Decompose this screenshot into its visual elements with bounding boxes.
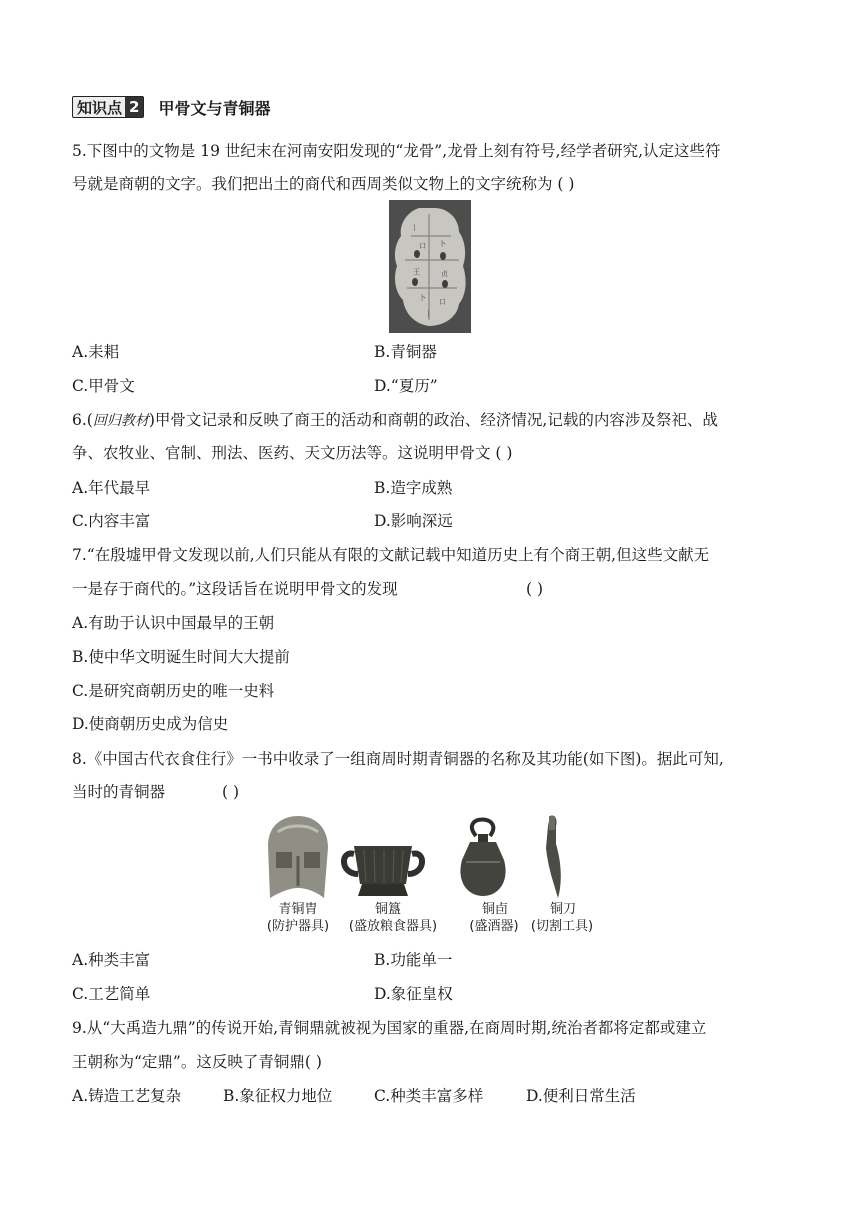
q7-option-d: D.使商朝历史成为信史 [72, 715, 229, 733]
knife-use: (切割工具) [530, 919, 594, 934]
q5-option-b: B.青铜器 [374, 343, 437, 361]
q6-prefix: 6.( [72, 411, 93, 429]
section-header [72, 96, 270, 118]
q9-option-b: B.象征权力地位 [223, 1087, 333, 1105]
q7-stem-line2: 一是存于商代的。”这段话旨在说明甲骨文的发现 [72, 580, 398, 598]
q5-stem-line1: 5.下图中的文物是 19 世纪末在河南安阳发现的“龙骨”,龙骨上刻有符号,经学者研究,认定这些符 [72, 142, 721, 160]
q9-option-d: D.便利日常生活 [526, 1087, 636, 1105]
section-title: 甲骨文与青铜器 [158, 98, 271, 118]
q6-stem-line2: 争、农牧业、官制、刑法、医药、天文历法等。这说明甲骨文 ( ) [72, 444, 513, 462]
you-use: (盛酒器) [469, 919, 519, 934]
badge-number: 2 [125, 97, 143, 117]
bronze-artifacts-image [262, 812, 582, 900]
q8-answer-paren: ( ) [222, 783, 240, 801]
q8-stem-line1: 8.《中国古代衣食住行》一书中收录了一组商周时期青铜器的名称及其功能(如下图)。据此可知, [72, 750, 724, 768]
svg-text:丨: 丨 [411, 224, 418, 232]
svg-text:丨: 丨 [425, 310, 432, 318]
q5-option-d: D.“夏历” [374, 377, 438, 395]
svg-text:口: 口 [439, 298, 446, 306]
oracle-bone-image [389, 200, 471, 333]
gui-use: (盛放粮食器具) [348, 919, 438, 934]
q9-option-a: A.铸造工艺复杂 [72, 1087, 182, 1105]
knife-figure [546, 815, 561, 898]
q9-option-c: C.种类丰富多样 [374, 1087, 484, 1105]
helmet-use: (防护器具) [266, 919, 330, 934]
q5-option-c: C.甲骨文 [72, 377, 135, 395]
gui-figure [344, 846, 422, 896]
svg-text:卜: 卜 [439, 240, 446, 248]
knife-name: 铜刀 [549, 902, 576, 917]
svg-text:卜: 卜 [419, 294, 426, 302]
q9-stem-line1: 9.从“大禹造九鼎”的传说开始,青铜鼎就被视为国家的重器,在商周时期,统治者都将定都或建立 [72, 1019, 707, 1037]
q8-option-a: A.种类丰富 [72, 951, 151, 969]
helmet-name: 青铜胄 [278, 902, 318, 917]
svg-text:贞: 贞 [441, 270, 448, 278]
q8-option-d: D.象征皇权 [374, 985, 453, 1003]
q5-option-a: A.耒耜 [72, 343, 120, 361]
q6-option-d: D.影响深远 [374, 512, 453, 530]
q7-option-a: A.有助于认识中国最早的王朝 [72, 614, 275, 632]
svg-text:王: 王 [413, 268, 420, 276]
q6-option-a: A.年代最早 [72, 479, 151, 497]
q5-stem-line2: 号就是商朝的文字。我们把出土的商代和西周类似文物上的文字统称为 ( ) [72, 175, 575, 193]
gui-name: 铜簋 [374, 902, 401, 917]
q9-stem-line2: 王朝称为“定鼎”。这反映了青铜鼎( ) [72, 1053, 322, 1071]
q6-option-c: C.内容丰富 [72, 512, 151, 530]
you-name: 铜卣 [481, 902, 508, 917]
q7-option-b: B.使中华文明诞生时间大大提前 [72, 648, 290, 666]
you-figure [460, 820, 505, 897]
q6-line1-rest: )甲骨文记录和反映了商王的活动和商朝的政治、经济情况,记载的内容涉及祭祀、战 [148, 411, 718, 429]
q8-option-b: B.功能单一 [374, 951, 453, 969]
q8-option-c: C.工艺简单 [72, 985, 151, 1003]
helmet-figure [268, 816, 328, 898]
q6-option-b: B.造字成熟 [374, 479, 453, 497]
q8-stem-line2: 当时的青铜器 [72, 783, 166, 801]
q7-stem-line1: 7.“在殷墟甲骨文发现以前,人们只能从有限的文献记载中知道历史上有个商王朝,但这些文献无 [72, 546, 710, 564]
badge-label: 知识点 [77, 98, 123, 117]
q6-tag: 回归教材 [92, 413, 149, 429]
q7-answer-paren: ( ) [526, 580, 544, 598]
knowledge-point-badge [72, 96, 144, 118]
q7-option-c: C.是研究商朝历史的唯一史料 [72, 682, 275, 700]
q6-stem-line1 [72, 410, 718, 431]
svg-text:口: 口 [419, 242, 426, 250]
